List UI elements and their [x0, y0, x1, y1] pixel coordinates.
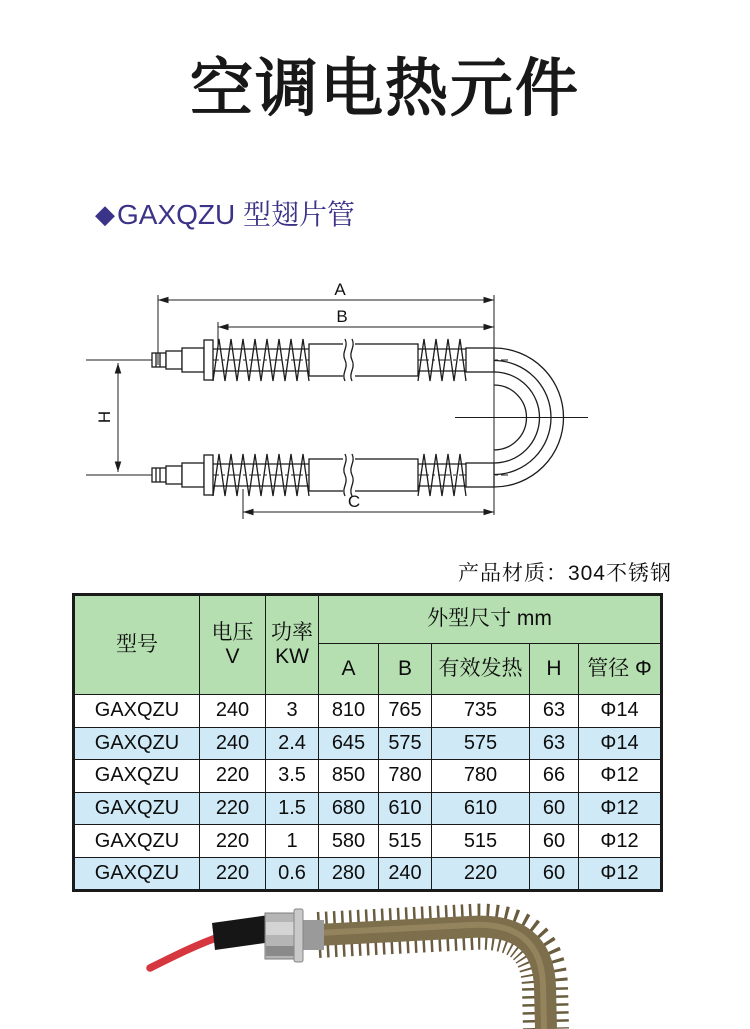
- table-cell: Φ14: [579, 727, 662, 760]
- col-header-b: B: [379, 644, 432, 695]
- diamond-bullet-icon: ◆: [95, 199, 115, 229]
- col-header-model: 型号: [74, 595, 200, 695]
- table-cell: 220: [200, 825, 266, 858]
- table-cell: GAXQZU: [74, 760, 200, 793]
- table-cell: Φ12: [579, 857, 662, 890]
- finned-tube-bottom: [144, 454, 508, 496]
- table-cell: 1: [266, 825, 319, 858]
- table-row: [74, 760, 662, 793]
- table-cell: 765: [379, 695, 432, 728]
- table-cell: 780: [432, 760, 530, 793]
- table-cell: 3.5: [266, 760, 319, 793]
- table-cell: 645: [319, 727, 379, 760]
- col-header-effective-heating: 有效发热: [432, 644, 530, 695]
- table-cell: Φ12: [579, 792, 662, 825]
- page-title: 空调电热元件: [190, 54, 580, 124]
- table-cell: Φ12: [579, 825, 662, 858]
- table-row: [74, 792, 662, 825]
- table-row: [74, 695, 662, 728]
- table-cell: 220: [432, 857, 530, 890]
- table-cell: 220: [200, 760, 266, 793]
- table-cell: 0.6: [266, 857, 319, 890]
- table-cell: GAXQZU: [74, 825, 200, 858]
- table-cell: 60: [530, 792, 579, 825]
- table-cell: 515: [379, 825, 432, 858]
- table-cell: 575: [432, 727, 530, 760]
- table-cell: 63: [530, 695, 579, 728]
- col-header-tube-diameter: 管径 Φ: [579, 644, 662, 695]
- table-row: [74, 727, 662, 760]
- dim-label-c: C: [347, 492, 361, 511]
- table-cell: 63: [530, 727, 579, 760]
- table-cell: 240: [200, 695, 266, 728]
- finned-heater-tube: [318, 925, 546, 1029]
- table-cell: 575: [379, 727, 432, 760]
- dim-label-a: A: [334, 280, 346, 299]
- table-cell: GAXQZU: [74, 727, 200, 760]
- table-cell: 515: [432, 825, 530, 858]
- finned-tube-top: [144, 339, 508, 381]
- technical-drawing: [0, 265, 750, 565]
- table-cell: 610: [379, 792, 432, 825]
- spec-table: [72, 593, 663, 892]
- table-cell: 2.4: [266, 727, 319, 760]
- table-row: [74, 825, 662, 858]
- table-cell: GAXQZU: [74, 695, 200, 728]
- col-header-a: A: [319, 644, 379, 695]
- table-row: [74, 857, 662, 890]
- table-cell: 220: [200, 857, 266, 890]
- section-header: [95, 193, 355, 233]
- section-title: GAXQZU 型翅片管: [117, 199, 356, 230]
- material-note: 产品材质：304不锈钢: [457, 562, 672, 585]
- product-photo: [0, 890, 750, 1029]
- dim-label-b: B: [336, 307, 348, 326]
- col-header-voltage: 电压 V: [200, 595, 266, 695]
- lead-wire: [150, 935, 224, 968]
- table-cell: GAXQZU: [74, 792, 200, 825]
- table-cell: 3: [266, 695, 319, 728]
- table-cell: 810: [319, 695, 379, 728]
- dim-label-h: H: [95, 410, 114, 424]
- col-header-dimensions-group: 外型尺寸 mm: [319, 595, 662, 644]
- mounting-nut: [265, 909, 324, 962]
- table-cell: 220: [200, 792, 266, 825]
- table-cell: GAXQZU: [74, 857, 200, 890]
- table-cell: 60: [530, 825, 579, 858]
- table-cell: Φ14: [579, 695, 662, 728]
- insulation-sleeve: [212, 915, 272, 950]
- table-cell: 780: [379, 760, 432, 793]
- spec-table-header: [74, 595, 662, 695]
- table-cell: 240: [200, 727, 266, 760]
- table-cell: 580: [319, 825, 379, 858]
- table-cell: 66: [530, 760, 579, 793]
- col-header-power: 功率 KW: [266, 595, 319, 695]
- table-cell: Φ12: [579, 760, 662, 793]
- table-cell: 60: [530, 857, 579, 890]
- table-cell: 240: [379, 857, 432, 890]
- col-header-h: H: [530, 644, 579, 695]
- table-cell: 735: [432, 695, 530, 728]
- table-cell: 280: [319, 857, 379, 890]
- table-cell: 610: [432, 792, 530, 825]
- spec-table-body: [74, 695, 662, 891]
- table-cell: 680: [319, 792, 379, 825]
- table-cell: 1.5: [266, 792, 319, 825]
- table-cell: 850: [319, 760, 379, 793]
